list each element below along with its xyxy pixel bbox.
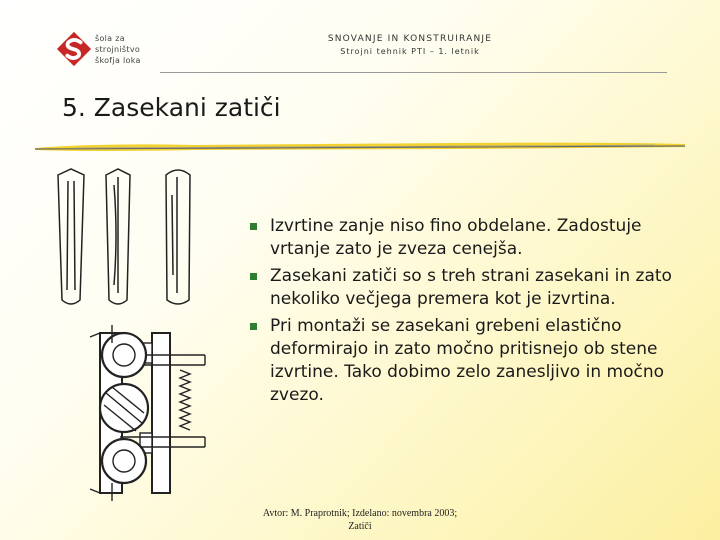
school-name: [95, 33, 141, 66]
course-subtitle: Strojni tehnik PTI – 1. letnik: [340, 47, 480, 56]
bullet-item: [250, 315, 690, 407]
bullet-text: Izvrtine zanje niso fino obdelane. Zadostuje vrtanje zato je zveza cenejša.: [270, 216, 642, 259]
bullet-item: [250, 215, 690, 261]
bullet-list: [250, 215, 690, 411]
school-logo-icon: [55, 30, 93, 68]
grooved-pins-drawing: [40, 165, 240, 510]
school-logo: [55, 30, 155, 70]
bullet-text: Pri montaži se zasekani grebeni elastično deformirajo in zato močno pritisnejo ob stene izvrtine. Tako dobimo zelo zanesljivo in močno zvezo.: [270, 316, 664, 405]
slide-title: 5. Zasekani zatiči: [62, 93, 281, 122]
bullet-text: Zasekani zatiči so s treh strani zasekani in zato nekoliko večjega premera kot je izvrtina.: [270, 266, 672, 309]
footer-author: Avtor: M. Praprotnik; Izdelano: novembra 2003;: [262, 508, 458, 519]
school-name-line: škofja loka: [95, 56, 141, 65]
school-name-line: strojništvo: [95, 45, 141, 54]
footer-topic: Zatiči: [348, 521, 372, 532]
slide-footer: [240, 507, 480, 533]
bullet-marker-icon: [250, 323, 257, 330]
header-divider: [160, 72, 667, 73]
school-name-line: šola za: [95, 34, 125, 43]
brush-stroke-divider: [35, 136, 685, 156]
bullet-marker-icon: [250, 223, 257, 230]
bullet-marker-icon: [250, 273, 257, 280]
bullet-item: [250, 265, 690, 311]
course-title: SNOVANJE IN KONSTRUIRANJE: [327, 34, 493, 44]
